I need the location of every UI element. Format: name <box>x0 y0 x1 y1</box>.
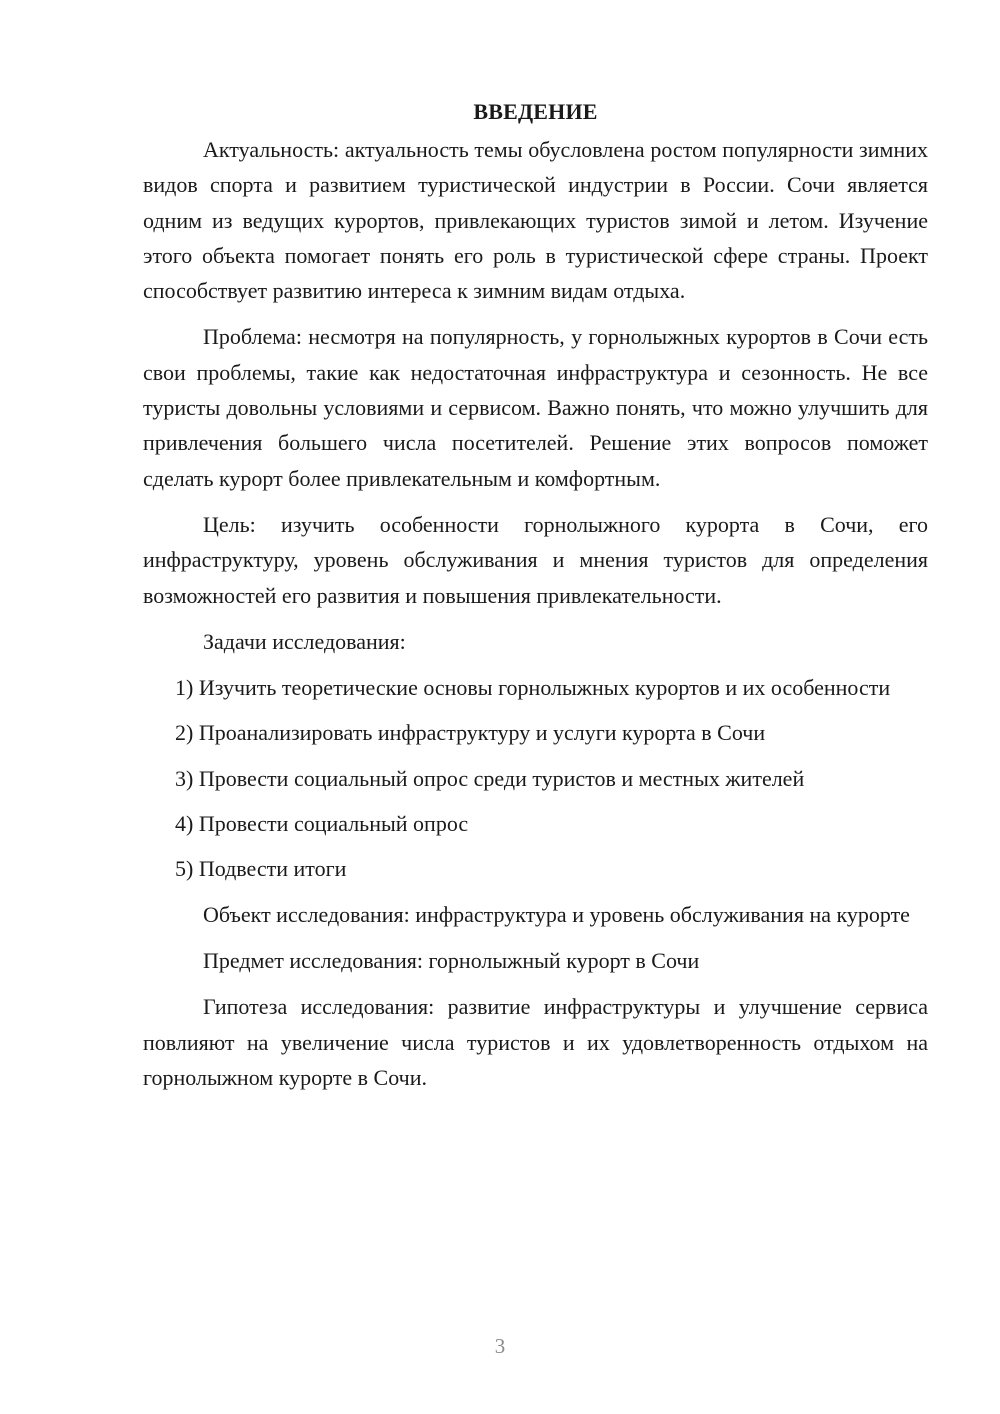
section-title: ВВЕДЕНИЕ <box>473 99 598 124</box>
paragraph-problem: Проблема: несмотря на популярность, у горнолыжных курортов в Сочи есть свои проблемы, такие как недостаточная инфраструктура и сезонность. Не все туристы довольны условиями и сервисом. Важно понять, что можно улучшить для привлечения большего числа посетителей. Решение этих вопросов поможет сделать курорт более привлекательным и комфортным. <box>143 324 928 491</box>
list-item: 2) Проанализировать инфраструктуру и услуги курорта в Сочи <box>175 720 766 746</box>
list-item: 1) Изучить теоретические основы горнолыжных курортов и их особенности <box>175 675 891 701</box>
list-item: 3) Провести социальный опрос среди туристов и местных жителей <box>175 765 805 791</box>
paragraph-subject: Предмет исследования: горнолыжный курорт в Сочи <box>203 947 700 973</box>
paragraph-hypothesis: Гипотеза исследования: развитие инфраструктуры и улучшение сервиса повлияют на увеличение числа туристов и их удовлетворенность отдыхом на горнолыжном курорте в Сочи. <box>143 994 928 1090</box>
tasks-list <box>143 670 928 886</box>
document-page <box>143 94 928 1106</box>
paragraph-relevance: Актуальность: актуальность темы обусловлена ростом популярности зимних видов спорта и развитием туристической индустрии в России. Сочи является одним из ведущих курортов, привлекающих туристов зимой и летом. Изучение этого объекта помогает понять его роль в туристической сфере страны. Проект способствует развитию интереса к зимним видам отдыха. <box>143 137 928 304</box>
list-item: 5) Подвести итоги <box>175 856 347 882</box>
paragraph-goal: Цель: изучить особенности горнолыжного курорта в Сочи, его инфраструктуру, уровень обслуживания и мнения туристов для определения возможностей его развития и повышения привлекательности. <box>143 511 928 608</box>
tasks-heading: Задачи исследования: <box>203 628 406 654</box>
page-number: 3 <box>494 1334 506 1358</box>
paragraph-object: Объект исследования: инфраструктура и уровень обслуживания на курорте <box>203 901 910 927</box>
list-item: 4) Провести социальный опрос <box>175 811 469 837</box>
